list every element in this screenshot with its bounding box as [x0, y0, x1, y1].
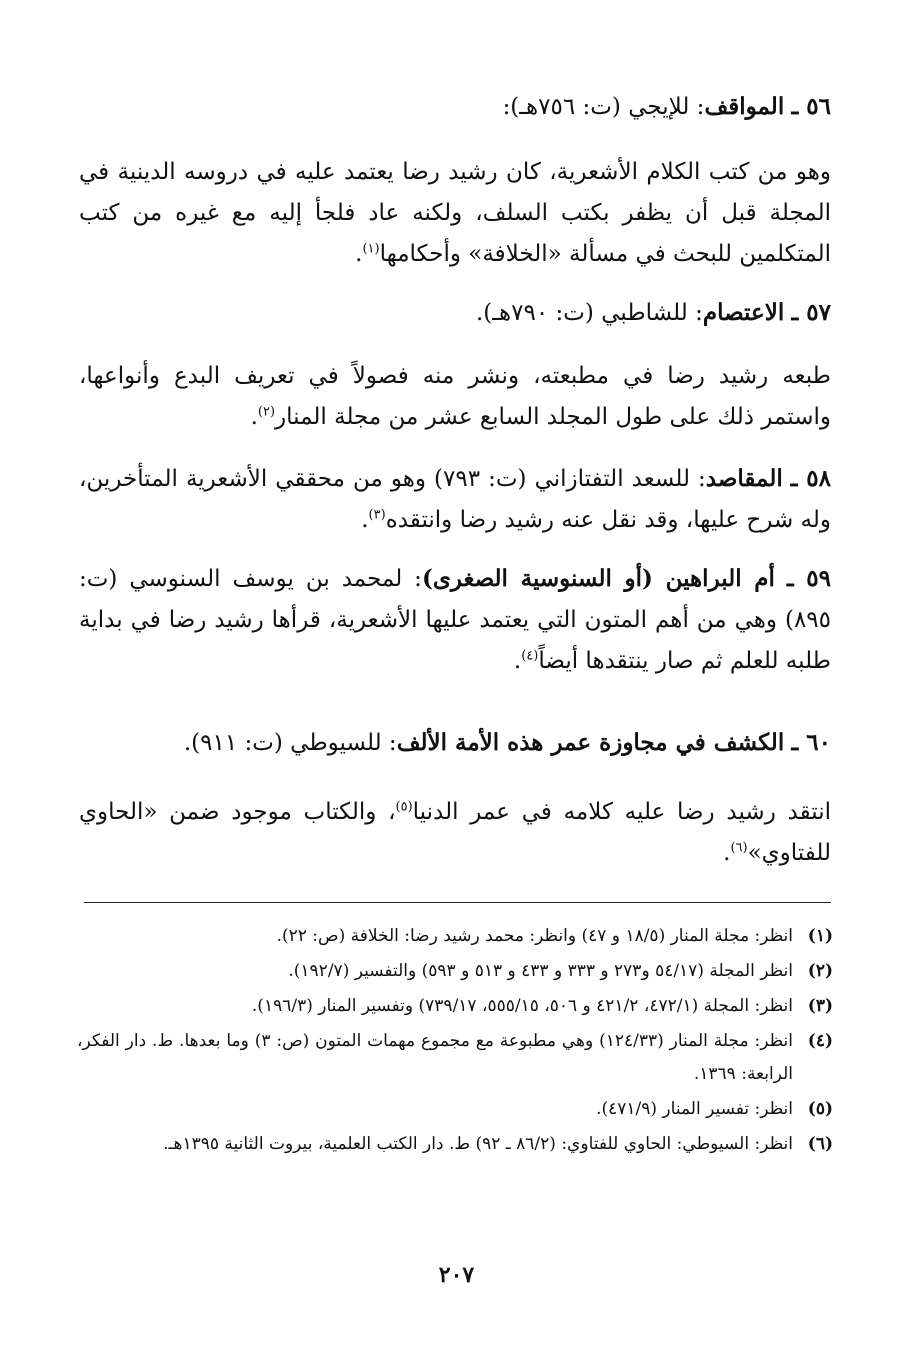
paragraph-text: انتقد رشيد رضا عليه كلامه في عمر الدنيا: [412, 799, 831, 825]
paragraph-text: وهو من كتب الكلام الأشعرية، كان رشيد رضا يعتمد عليه في دروسه الدينية في المجلة قبل أن يظفر بكتب السلف، ولكنه عاد فلجأ إليه مع غيره من كتب المتكلمين للبحث في مسألة «الخلافة» وأحكامها: [79, 159, 831, 267]
footnote-item: [77, 1128, 833, 1161]
footnote-number: (٣): [807, 996, 833, 1016]
footnotes: [77, 920, 833, 1163]
footnote-divider: [84, 902, 831, 903]
footnote-ref[interactable]: (٣): [368, 507, 386, 523]
paragraph-end: .: [355, 241, 363, 267]
footnote-ref[interactable]: (٦): [730, 840, 748, 856]
book-title: الاعتصام: [702, 299, 785, 326]
book-title: المواقف: [704, 93, 785, 120]
footnote-item: [77, 920, 833, 953]
paragraph-end: .: [513, 648, 522, 674]
entry-56-heading: [79, 86, 831, 128]
paragraph-text: : للسعد التفتازاني (ت: ٧٩٣) وهو من محققي الأشعرية المتأخرين، وله شرح عليها، وقد نقل عنه رشيد رضا وانتقده: [79, 466, 831, 533]
entry-heading-rest: : للشاطبي (ت: ٧٩٠هـ).: [476, 300, 703, 326]
footnote-text: انظر: تفسير المنار (٤٧١/٩).: [596, 1099, 793, 1119]
footnote-text: انظر: المجلة (٤٧٢/١، ٤٢١/٢ و ٥٠٦، ٥٥٥/١٥، ٧٣٩/١٧) وتفسير المنار (١٩٦/٣).: [251, 996, 793, 1016]
footnote-item: [77, 955, 833, 988]
entry-56-paragraph: [79, 152, 831, 275]
footnote-number: (٢): [807, 961, 833, 981]
paragraph-end: .: [361, 507, 369, 533]
entry-57-heading: [79, 292, 831, 334]
paragraph-text: : لمحمد بن يوسف السنوسي (ت: ٨٩٥) وهي من أهم المتون التي يعتمد عليها الأشعرية، قرأها رشيد رضا في بداية طلبه للعلم ثم صار ينتقدها أيضاً: [79, 566, 831, 674]
book-title: المقاصد: [705, 465, 783, 492]
footnote-text: انظر: مجلة المنار (١٢٤/٣٣) وهي مطبوعة مع مجموع مهمات المتون (ص: ٣) وما بعدها. ط. دار الفكر، الرابعة: ١٣٦٩.: [77, 1031, 793, 1084]
footnote-item: [77, 1093, 833, 1126]
book-title: أم البراهين (أو السنوسية الصغرى): [421, 565, 775, 592]
paragraph-text: طبعه رشيد رضا في مطبعته، ونشر منه فصولاً في تعريف البدع وأنواعها، واستمر ذلك على طول المجلد السابع عشر من مجلة المنار: [79, 363, 831, 430]
footnote-item: [77, 990, 833, 1023]
footnote-ref[interactable]: (١): [362, 241, 380, 257]
entry-number: ٦٠ ـ: [791, 729, 831, 756]
footnote-text: انظر المجلة (٥٤/١٧ و٢٧٣ و ٣٣٣ و ٤٣٣ و ٥١٣ و ٥٩٣) والتفسير (١٩٢/٧).: [288, 961, 793, 981]
entry-59-paragraph: [79, 558, 831, 682]
entry-60-paragraph: [79, 792, 831, 874]
paragraph-end: .: [723, 840, 731, 866]
paragraph-text: ، والكتاب موجود ضمن «الحاوي للفتاوي»: [79, 799, 831, 866]
footnote-ref[interactable]: (٤): [521, 648, 539, 664]
entry-57-paragraph: [79, 356, 831, 438]
footnote-text: انظر: السيوطي: الحاوي للفتاوي: (٨٦/٢ ـ ٩٢) ط. دار الكتب العلمية، بيروت الثانية ١٣٩٥هـ.: [163, 1134, 793, 1154]
page-number: ٢٠٧: [438, 1262, 475, 1288]
footnote-ref[interactable]: (٥): [395, 799, 413, 815]
entry-number: ٥٩ ـ: [786, 565, 831, 592]
entry-58-paragraph: [79, 458, 831, 541]
book-title: الكشف في مجاوزة عمر هذه الأمة الألف: [396, 729, 785, 756]
footnote-number: (٤): [807, 1031, 833, 1051]
entry-heading-rest: : للسيوطي (ت: ٩١١).: [183, 730, 397, 756]
footnote-number: (٦): [807, 1134, 833, 1154]
footnote-ref[interactable]: (٢): [257, 404, 276, 420]
footnote-item: [77, 1025, 833, 1091]
entry-heading-rest: : للإيجي (ت: ٧٥٦هـ):: [502, 94, 705, 120]
entry-number: ٥٧ ـ: [791, 299, 831, 326]
paragraph-end: .: [250, 404, 258, 430]
entry-60-heading: [79, 722, 831, 764]
footnote-number: (١): [807, 926, 833, 946]
footnote-text: انظر: مجلة المنار (١٨/٥ و ٤٧) وانظر: محمد رشيد رضا: الخلافة (ص: ٢٢).: [276, 926, 793, 946]
footnote-number: (٥): [807, 1099, 833, 1119]
entry-number: ٥٦ ـ: [791, 93, 831, 120]
entry-number: ٥٨ ـ: [790, 465, 832, 492]
